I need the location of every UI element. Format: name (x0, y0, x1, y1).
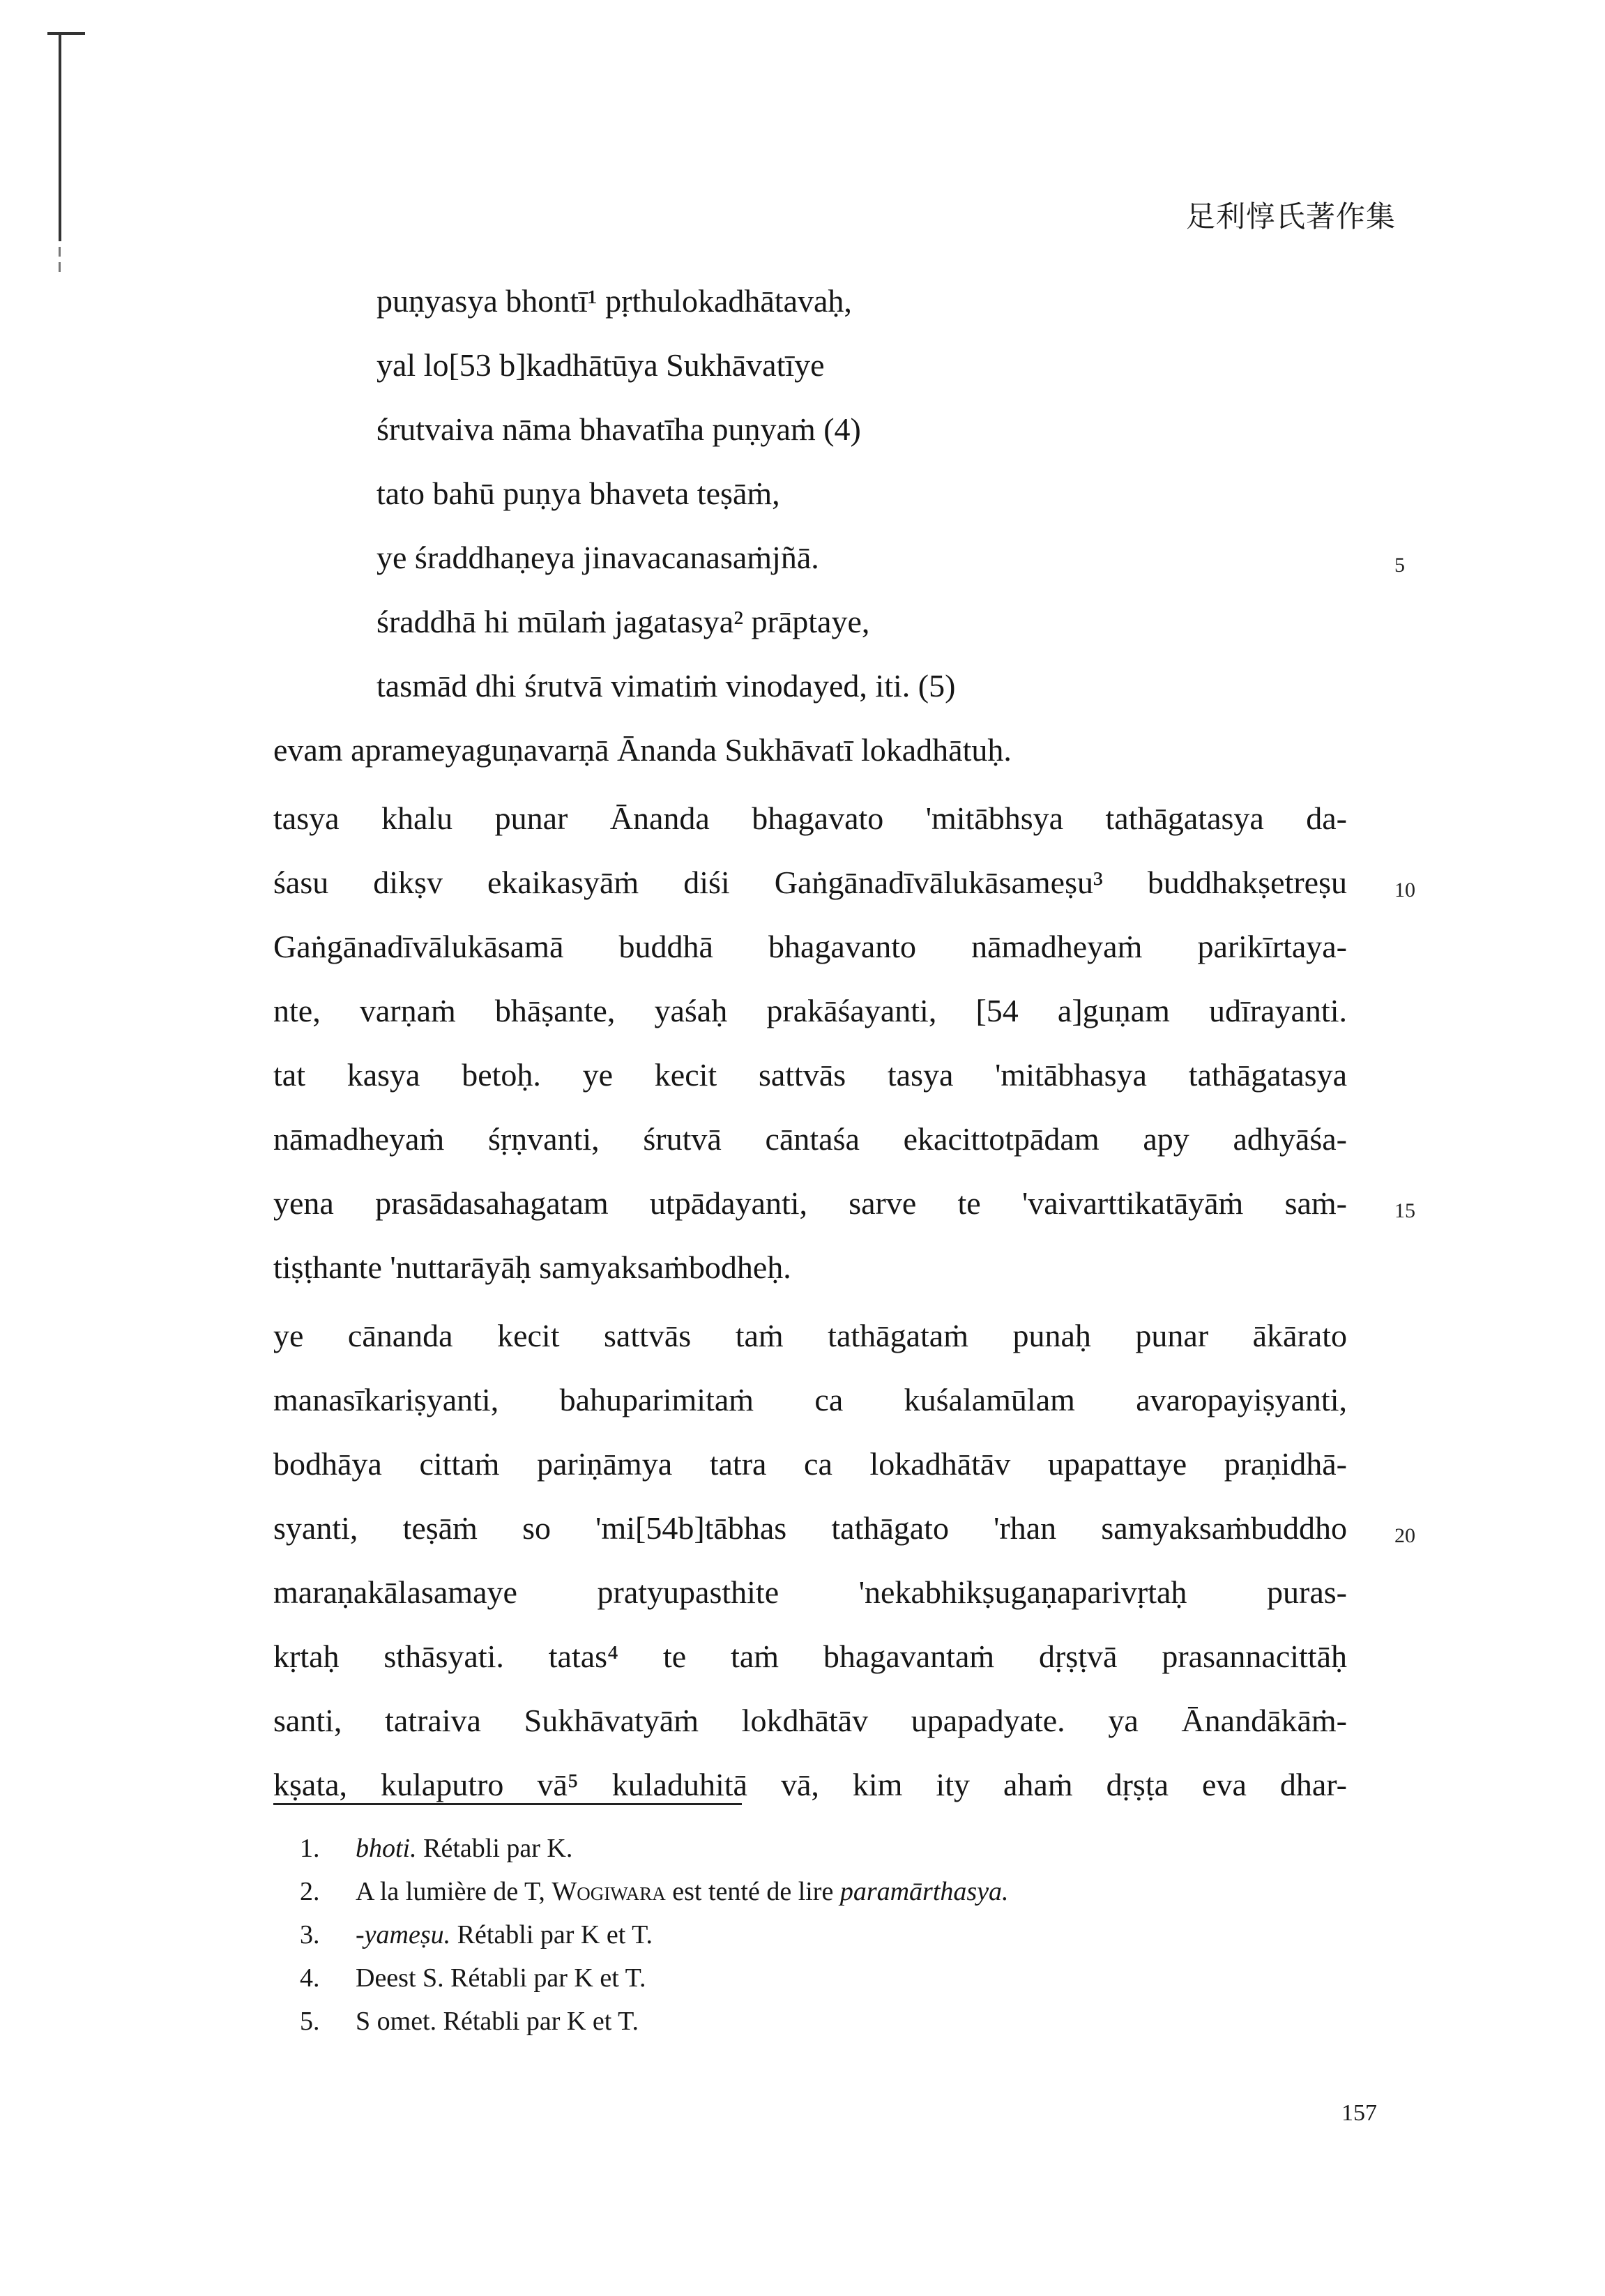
prose-line-6: tat kasya betoḥ. ye kecit sattvās tasya 'mitābhasya tathāgatasya (273, 1057, 1347, 1093)
footnote-1: 1. bhoti. Rétabli par K. (300, 1834, 573, 1863)
footnote-2: 2. A la lumière de T, Wogiwara est tenté de lire paramārthasya. (300, 1877, 1009, 1906)
prose-line-16: santi, tatraiva Sukhāvatyāṁ lokdhātāv upapadyate. ya Ānandākāṁ- (273, 1703, 1347, 1738)
prose-line-9: tiṣṭhante 'nuttarāyāḥ samyaksaṁbodheḥ. (273, 1249, 791, 1285)
prose-line-2: tasya khalu punar Ānanda bhagavato 'mitābhsya tathāgatasya da- (273, 800, 1347, 836)
line-number-20: 20 (1394, 1524, 1415, 1547)
crop-mark (43, 25, 85, 290)
prose-line-4: Gaṅgānadīvālukāsamā buddhā bhagavanto nāmadheyaṁ parikīrtaya- (273, 929, 1347, 964)
prose-line-17: kṣata, kulaputro vā⁵ kuladuhitā vā, kim ity ahaṁ dṛṣṭa eva dhar- (273, 1767, 1347, 1802)
prose-line-10: ye cānanda kecit sattvās taṁ tathāgataṁ punaḥ punar ākārato (273, 1318, 1347, 1353)
prose-line-12: bodhāya cittaṁ pariṇāmya tatra ca lokadhātāv upapattaye praṇidhā- (273, 1446, 1347, 1482)
running-header: 足利惇氏著作集 (1185, 199, 1396, 234)
footnote-4: 4. Deest S. Rétabli par K et T. (300, 1963, 646, 1993)
verse-line-6: śraddhā hi mūlaṁ jagatasya² prāptaye, (376, 604, 870, 639)
page-number: 157 (1341, 2100, 1377, 2126)
prose-line-7: nāmadheyaṁ śṛṇvanti, śrutvā cāntaśa ekacittotpādam apy adhyāśa- (273, 1121, 1347, 1157)
prose-line-8: yena prasādasahagatam utpādayanti, sarve te 'vaivarttikatāyāṁ saṁ- (273, 1185, 1347, 1221)
verse-line-1: puṇyasya bhontī¹ pṛthulokadhātavaḥ, (376, 283, 852, 319)
line-number-15: 15 (1394, 1199, 1415, 1222)
prose-line-15: kṛtaḥ sthāsyati. tatas⁴ te taṁ bhagavantaṁ dṛṣṭvā prasannacittāḥ (273, 1639, 1347, 1674)
prose-line-1: evam aprameyaguṇavarṇā Ānanda Sukhāvatī lokadhātuḥ. (273, 732, 1012, 768)
footnote-3: 3. -yameṣu. Rétabli par K et T. (300, 1920, 653, 1949)
verse-line-2: yal lo[53 b]kadhātūya Sukhāvatīye (376, 347, 825, 383)
prose-line-3: śasu dikṣv ekaikasyāṁ diśi Gaṅgānadīvālukāsameṣu³ buddhakṣetreṣu (273, 865, 1347, 900)
verse-line-3: śrutvaiva nāma bhavatīha puṇyaṁ (4) (376, 411, 861, 447)
footnote-5: 5. S omet. Rétabli par K et T. (300, 2007, 639, 2036)
verse-line-5: ye śraddhaṇeya jinavacanasaṁjñā. (376, 540, 819, 575)
verse-line-4: tato bahū puṇya bhaveta teṣāṁ, (376, 476, 780, 511)
prose-line-14: maraṇakālasamaye pratyupasthite 'nekabhikṣugaṇaparivṛtaḥ puras- (273, 1574, 1347, 1610)
prose-line-13: syanti, teṣāṁ so 'mi[54b]tābhas tathāgato 'rhan samyaksaṁbuddho (273, 1510, 1347, 1546)
line-number-10: 10 (1394, 879, 1415, 902)
verse-line-7: tasmād dhi śrutvā vimatiṁ vinodayed, iti. (5) (376, 668, 956, 704)
prose-line-11: manasīkariṣyanti, bahuparimitaṁ ca kuśalamūlam avaropayiṣyanti, (273, 1382, 1347, 1417)
line-number-5: 5 (1394, 554, 1405, 577)
footnote-rule (273, 1803, 742, 1805)
prose-line-5: nte, varṇaṁ bhāṣante, yaśaḥ prakāśayanti, [54 a]guṇam udīrayanti. (273, 993, 1347, 1028)
